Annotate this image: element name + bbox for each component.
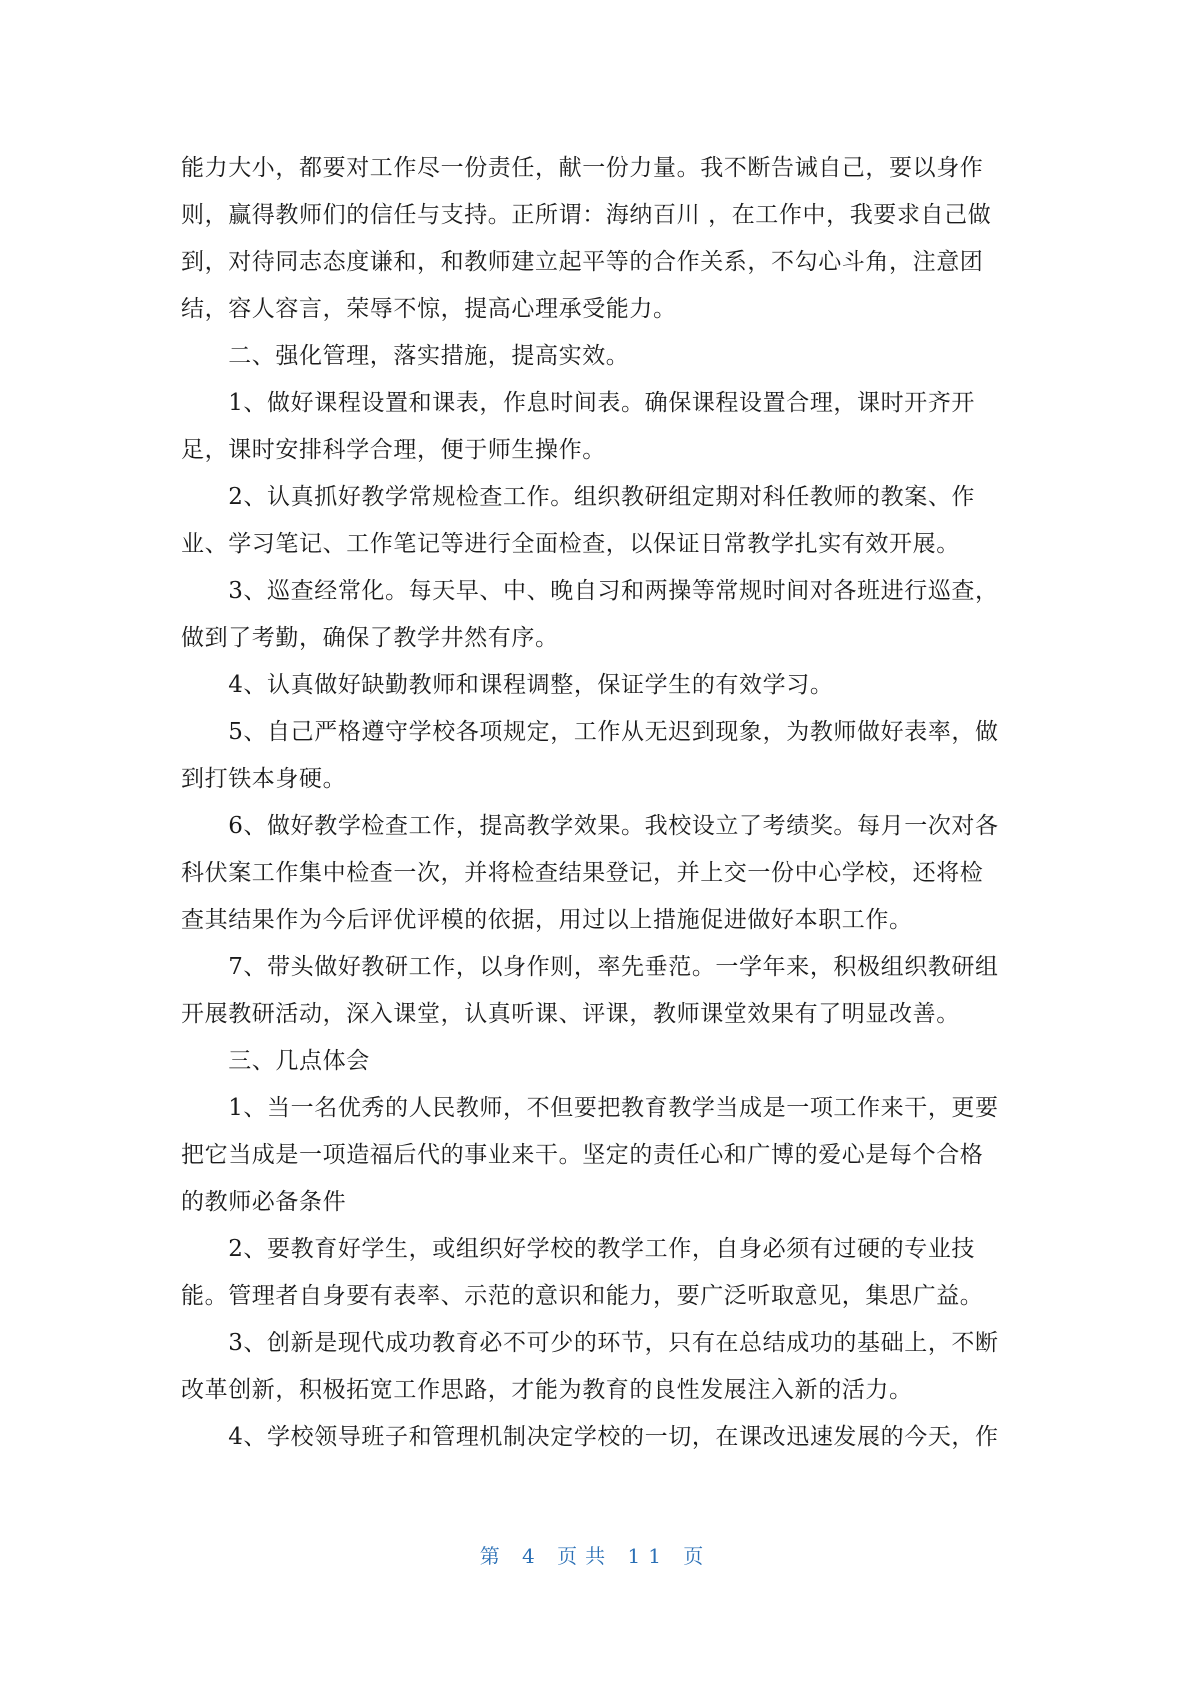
document-body [181,145,1011,1461]
section-heading: 二、强化管理，落实措施，提高实效。 [181,343,630,369]
text-line: 科伏案工作集中检查一次，并将检查结果登记，并上交一份中心学校，还将检 [181,860,984,886]
text-line: 查其结果作为今后评优评模的依据，用过以上措施促进做好本职工作。 [181,907,913,933]
text-line: 3、巡查经常化。每天早、中、晚自习和两操等常规时间对各班进行巡查， [181,578,999,604]
text-line: 做到了考勤，确保了教学井然有序。 [181,625,559,651]
text-line: 的教师必备条件 [181,1189,347,1215]
text-line: 能。管理者自身要有表率、示范的意识和能力，要广泛听取意见，集思广益。 [181,1283,984,1309]
page-number: 第 4 页共 11 页 [479,1544,712,1568]
text-line: 4、学校领导班子和管理机制决定学校的一切，在课改迅速发展的今天，作 [181,1424,999,1450]
text-line: 改革创新，积极拓宽工作思路，才能为教育的良性发展注入新的活力。 [181,1377,913,1403]
text-line: 到，对待同志态度谦和，和教师建立起平等的合作关系，不勾心斗角，注意团 [181,249,984,275]
text-line: 2、认真抓好教学常规检查工作。组织教研组定期对科任教师的教案、作 [181,484,976,510]
text-line: 结，容人容言，荣辱不惊，提高心理承受能力。 [181,296,677,322]
text-line: 1、当一名优秀的人民教师，不但要把教育教学当成是一项工作来干，更要 [181,1095,999,1121]
text-line: 能力大小，都要对工作尽一份责任，献一份力量。我不断告诫自己，要以身作 [181,155,984,181]
text-line: 业、学习笔记、工作笔记等进行全面检查，以保证日常教学扎实有效开展。 [181,531,960,557]
text-line: 7、带头做好教研工作，以身作则，率先垂范。一学年来，积极组织教研组 [181,954,999,980]
section-heading: 三、几点体会 [181,1048,370,1074]
text-line: 6、做好教学检查工作，提高教学效果。我校设立了考绩奖。每月一次对各 [181,813,999,839]
text-line: 5、自己严格遵守学校各项规定，工作从无迟到现象，为教师做好表率，做 [181,719,999,745]
text-line: 2、要教育好学生，或组织好学校的教学工作，自身必须有过硬的专业技 [181,1236,976,1262]
page-footer [0,1540,1191,1569]
text-line: 开展教研活动，深入课堂，认真听课、评课，教师课堂效果有了明显改善。 [181,1001,960,1027]
text-line: 则，赢得教师们的信任与支持。正所谓：海纳百川 ，在工作中，我要求自己做 [181,202,992,228]
text-line: 3、创新是现代成功教育必不可少的环节，只有在总结成功的基础上，不断 [181,1330,999,1356]
text-line: 到打铁本身硬。 [181,766,347,792]
text-line: 1、做好课程设置和课表，作息时间表。确保课程设置合理，课时开齐开 [181,390,976,416]
text-line: 把它当成是一项造福后代的事业来干。坚定的责任心和广博的爱心是每个合格 [181,1142,984,1168]
text-line: 足，课时安排科学合理，便于师生操作。 [181,437,606,463]
text-line: 4、认真做好缺勤教师和课程调整，保证学生的有效学习。 [181,672,834,698]
